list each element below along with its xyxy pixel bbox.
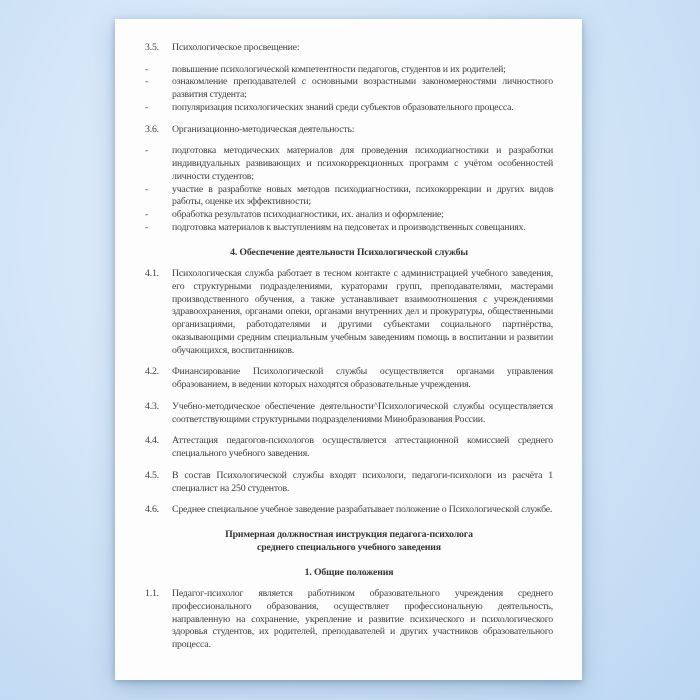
paragraph-4-2 — [145, 366, 553, 391]
list-item — [145, 76, 553, 101]
dash-bullet: - — [145, 221, 149, 233]
paragraph-text: Психологическая служба работает в тесном контакте с администрацией учебного заведения, его структурными подразделениями, кураторами групп, преподавателями, мастерами производственного обучения, а также устанавливает взаимоотношения с учреждениями здравоохранения, органами опеки, органами внутренних дел и прокуратуры, общественными организациями, работодателями и другими субъектами социального партнёрства, оказывающими средним специальным учебным заведениям помощь в воспитании и развитии обучающихся, воспитанников. — [172, 268, 553, 356]
section-heading-4: 4. Обеспечение деятельности Психологической службы — [230, 246, 468, 258]
list-item — [145, 64, 553, 77]
paragraph-4-5 — [145, 470, 553, 495]
document-page — [115, 19, 582, 680]
list-item-text: популяризация психологических знаний среди субъектов образовательного процесса. — [172, 101, 514, 113]
paragraph-text: Аттестация педагогов-психологов осуществляется аттестационной комиссией среднего специального учебного заведения. — [172, 435, 553, 460]
dash-bullet: - — [145, 145, 149, 157]
paragraph-text: Учебно-методическое обеспечение деятельности^Психологической службы осуществляется соответствующими структурными подразделениями Минобразования России. — [172, 400, 553, 425]
bullet-list-3-5 — [145, 64, 553, 115]
paragraph-text: Педагог-психолог является работником образовательного учреждения среднего профессионального образования, осуществляет профессиональную деятельность, направленную на сохранение, укрепление и развитие психического и психологического здоровья студентов, их родителей, преподавателей и других участников образовательного процесса. — [172, 588, 553, 651]
dash-bullet: - — [145, 209, 149, 221]
list-item-text: участие в разработке новых методов психодиагностики, психокоррекции и других видов работы, оценке их эффективности; — [172, 183, 553, 208]
paragraph-number: 1.1. — [145, 588, 159, 600]
dash-bullet: - — [145, 76, 149, 88]
list-item — [145, 209, 553, 222]
paragraph-number: 4.2. — [145, 366, 159, 378]
paragraph-4-3 — [145, 401, 553, 426]
list-item-text: обработка результатов психодиагностики, их. анализ и оформление; — [172, 209, 444, 221]
paragraph-4-1 — [145, 268, 553, 357]
paragraph-text: Организационно-методическая деятельность: — [172, 123, 355, 135]
dash-bullet: - — [145, 101, 149, 113]
paragraph-text: В состав Психологической службы входят психологи, педагоги-психологи из расчёта 1 специалист на 250 студентов. — [172, 469, 553, 494]
job-instruction-heading-line-2: среднего специального учебного заведения — [257, 541, 441, 553]
paragraph-number: 4.3. — [145, 400, 159, 412]
bullet-list-3-6 — [145, 145, 553, 234]
list-item — [145, 222, 553, 235]
section-heading-1: 1. Общие положения — [304, 566, 394, 578]
list-item — [145, 184, 553, 209]
paragraph-number: 4.6. — [145, 504, 159, 516]
dash-bullet: - — [145, 63, 149, 75]
paragraph-number: 4.4. — [145, 435, 159, 447]
paragraph-number: 3.5. — [145, 42, 159, 53]
dash-bullet: - — [145, 183, 149, 195]
paragraph-number: 4.1. — [145, 268, 159, 280]
paragraph-3-5 — [145, 42, 553, 55]
paragraph-4-6 — [145, 504, 553, 517]
job-instruction-heading — [145, 529, 553, 554]
list-item-text: ознакомление преподавателей с основными возрастными закономерностями личностного развития студента; — [172, 76, 553, 101]
paragraph-text: Финансирование Психологической службы осуществляется органами управления образованием, в ведении которых находятся образовательные учреждения. — [172, 366, 553, 391]
job-instruction-heading-line-1: Примерная должностная инструкция педагога-психолога — [225, 529, 473, 541]
list-item-text: подготовка материалов к выступлениям на педсоветах и производственных совещаниях. — [172, 221, 526, 233]
paragraph-4-4 — [145, 435, 553, 460]
paragraph-1-1 — [145, 588, 553, 652]
paragraph-number: 4.5. — [145, 469, 159, 481]
paragraph-3-6 — [145, 124, 553, 137]
paragraph-text: Психологическое просвещение: — [172, 42, 300, 53]
list-item-text: подготовка методических материалов для проведения психодиагностики и разработки индивидуальных развивающих и психокоррекционных программ с учётом особенностей личности студентов; — [172, 145, 553, 182]
paragraph-text: Среднее специальное учебное заведение разрабатывает положение о Психологической службе. — [172, 504, 553, 516]
list-item-text: повышение психологической компетентности педагогов, студентов и их родителей; — [172, 63, 506, 75]
list-item — [145, 145, 553, 183]
paragraph-number: 3.6. — [145, 123, 159, 135]
list-item — [145, 102, 553, 115]
